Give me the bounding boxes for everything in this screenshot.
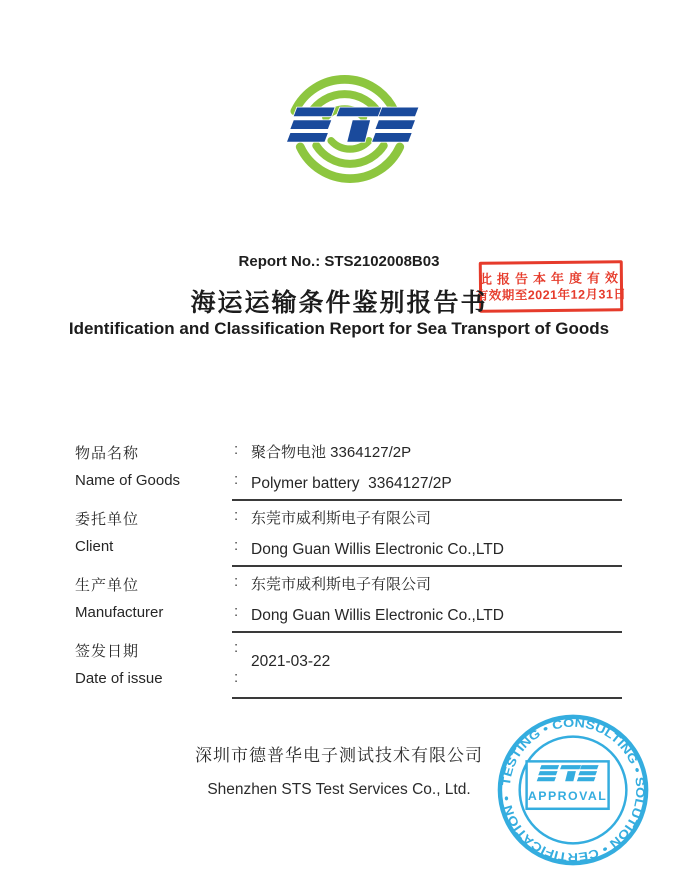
field-underline (232, 565, 622, 567)
logo-sts-letters (287, 108, 418, 142)
field-label-en: Date of issue (75, 670, 163, 687)
report-number: Report No.: STS2102008B03 (238, 253, 440, 270)
footer-company-en: Shenzhen STS Test Services Co., Ltd. (207, 781, 471, 798)
colon: : (234, 639, 239, 656)
colon: : (234, 507, 239, 524)
field-value-date: 2021-03-22 (251, 653, 331, 670)
approval-stamp-label: APPROVAL (527, 788, 608, 803)
field-value-cn: 东莞市威利斯电子有限公司 (251, 510, 432, 527)
field-underline (232, 697, 622, 699)
sts-logo-icon (280, 62, 420, 196)
footer-company-cn: 深圳市德普华电子测试技术有限公司 (195, 746, 483, 765)
field-value-en: Dong Guan Willis Electronic Co.,LTD (251, 541, 504, 558)
field-label-cn: 委托单位 (75, 511, 140, 528)
field-label-en: Name of Goods (75, 472, 181, 489)
approval-stamp-ring-text: TESTING • CONSULTING • SOLUTION • CERTIFICATION • (498, 715, 648, 865)
field-underline (232, 631, 622, 633)
title-english: Identification and Classification Report for Sea Transport of Goods (68, 319, 610, 338)
field-row-client (75, 504, 622, 570)
field-value-en: Polymer battery 3364127/2P (251, 475, 452, 492)
field-row-date-of-issue (75, 636, 622, 702)
field-value-cn: 聚合物电池 3364127/2P (251, 444, 412, 461)
colon: : (234, 441, 239, 458)
field-label-cn: 生产单位 (75, 577, 140, 594)
field-value-en: Dong Guan Willis Electronic Co.,LTD (251, 607, 504, 624)
field-row-name-of-goods (75, 438, 622, 504)
field-row-manufacturer (75, 570, 622, 636)
colon: : (234, 603, 239, 620)
colon: : (234, 669, 239, 686)
approval-stamp-sts-letters (537, 765, 599, 781)
field-label-cn: 签发日期 (75, 643, 140, 660)
field-label-cn: 物品名称 (75, 445, 140, 462)
title-chinese: 海运运输条件鉴别报告书 (190, 289, 488, 317)
validity-stamp-line2: 有效期至2021年12月31日 (475, 287, 627, 304)
approval-stamp (494, 708, 657, 874)
field-value-cn: 东莞市威利斯电子有限公司 (251, 576, 432, 593)
field-label-en: Client (75, 538, 114, 555)
colon: : (234, 573, 239, 590)
field-label-en: Manufacturer (75, 604, 164, 621)
colon: : (234, 471, 239, 488)
validity-stamp-line1: 此报告本年度有效 (478, 269, 624, 287)
colon: : (234, 537, 239, 554)
field-underline (232, 499, 622, 501)
